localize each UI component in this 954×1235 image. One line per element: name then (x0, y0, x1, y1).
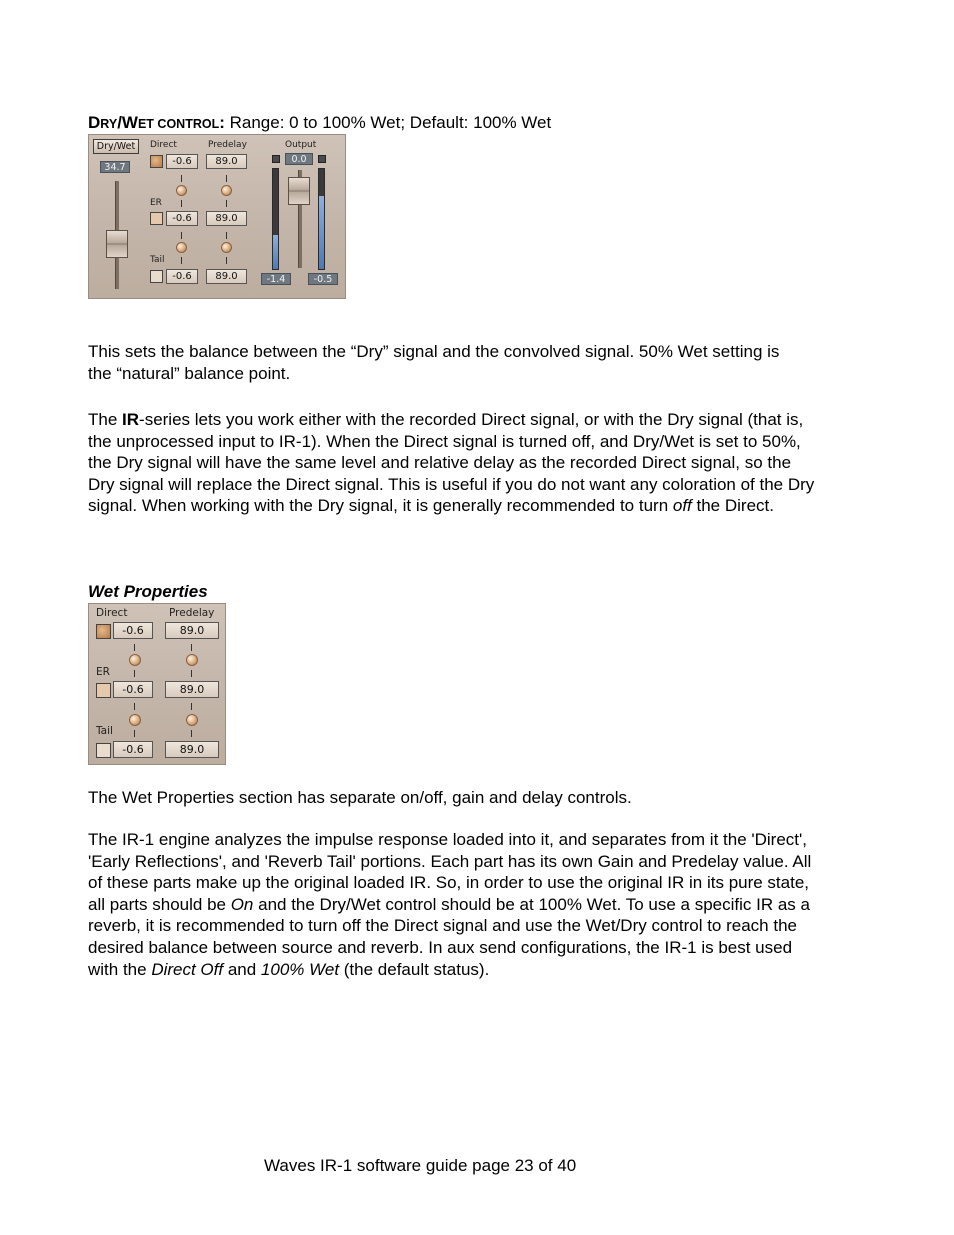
er-predelay-knob[interactable] (186, 714, 198, 726)
text-italic: On (230, 894, 254, 914)
tail-toggle[interactable] (150, 270, 163, 283)
text-run: -series lets you work either with the recorded Direct signal, or with the Dry signal (that is, the unprocessed input to IR-1). When the Direct signal is turned off, and Dry/Wet is set to 50%, the Dry signal will have the same level and relative delay as the recorded Direct signal, so the Dry signal will replace the Direct signal. This is useful if you do not want any coloration of the Dry signal. When working with the Dry signal, it is generally recommended to turn (88, 410, 815, 516)
drywet-fader[interactable] (106, 230, 128, 258)
paragraph-text: This sets the balance between the “Dry” signal and the convolved signal. 50% Wet setting is the “natural” balance point. (88, 342, 780, 383)
paragraph-text (88, 409, 816, 517)
text-italic: 100% Wet (260, 959, 340, 979)
divider-tick (226, 232, 227, 239)
section-heading (88, 112, 551, 135)
er-toggle[interactable] (96, 683, 111, 698)
tail-label: Tail (150, 255, 165, 265)
heading-small: RY (100, 117, 118, 131)
er-gain-field[interactable]: -0.6 (166, 211, 198, 226)
wet-properties-panel (88, 603, 226, 765)
meter-left-value: -1.4 (261, 273, 291, 285)
direct-label: Direct (96, 607, 128, 619)
text-run: The IR-1 engine analyzes the impulse response loaded into it, and separates from it the 'Direct', 'Early Reflections', and 'Reverb Tail' portions. Each part has its own Gain and Predelay value. All of these parts make up the original loaded IR. So, in order to use the original IR in its pure state, all parts should be (88, 830, 812, 914)
direct-predelay-knob[interactable] (221, 185, 232, 196)
divider-tick (134, 670, 135, 677)
text-run: The (88, 410, 123, 429)
clip-indicator-right (318, 155, 326, 163)
text-italic: off (672, 496, 692, 516)
drywet-button[interactable]: Dry/Wet (93, 139, 139, 154)
page-footer: Waves IR-1 software guide page 23 of 40 (264, 1156, 577, 1175)
heading-cap: /W (117, 113, 138, 132)
paragraph-ir-series (88, 409, 816, 517)
er-predelay-knob[interactable] (221, 242, 232, 253)
direct-label: Direct (150, 140, 177, 150)
divider-tick (191, 670, 192, 677)
divider-tick (181, 175, 182, 182)
divider-tick (134, 644, 135, 651)
wet-properties-heading: Wet Properties (88, 582, 208, 601)
direct-gain-knob[interactable] (129, 654, 141, 666)
output-fader[interactable] (288, 177, 310, 205)
clip-indicator-left (272, 155, 280, 163)
er-gain-field[interactable]: -0.6 (113, 681, 153, 698)
er-gain-knob[interactable] (176, 242, 187, 253)
divider-tick (191, 644, 192, 651)
heading-cap: D (88, 113, 101, 132)
tail-gain-field[interactable]: -0.6 (113, 741, 153, 758)
drywet-value: 34.7 (100, 161, 130, 173)
text-italic: Direct Off (151, 959, 224, 979)
tail-toggle[interactable] (96, 743, 111, 758)
divider-tick (226, 175, 227, 182)
er-predelay-field[interactable]: 89.0 (206, 211, 247, 226)
heading-colon: : (219, 113, 225, 132)
text-run: (the default status). (339, 959, 490, 979)
paragraph-text: The Wet Properties section has separate on/off, gain and delay controls. (88, 788, 632, 807)
output-meter-left (272, 168, 279, 270)
tail-predelay-field[interactable]: 89.0 (165, 741, 219, 758)
divider-tick (134, 730, 135, 737)
direct-toggle[interactable] (150, 155, 163, 168)
output-value: 0.0 (285, 153, 313, 165)
text-run: the Direct. (691, 496, 774, 516)
direct-predelay-knob[interactable] (186, 654, 198, 666)
paragraph-wet-properties (88, 787, 828, 809)
predelay-label: Predelay (169, 607, 215, 619)
er-toggle[interactable] (150, 212, 163, 225)
paragraph-balance (88, 341, 788, 384)
direct-predelay-field[interactable]: 89.0 (165, 622, 219, 639)
text-run: and the Dry/Wet control should be at 100% Wet. To use a specific IR as a reverb, it is recommended to turn off the Direct signal and use the Wet/Dry control to reach the desired balance between source and reverb. In aux send configurations, the IR-1 is best used with the (88, 894, 810, 979)
paragraph-engine (88, 829, 820, 980)
direct-gain-knob[interactable] (176, 185, 187, 196)
direct-predelay-field[interactable]: 89.0 (206, 154, 247, 169)
divider-tick (181, 200, 182, 207)
divider-tick (191, 730, 192, 737)
tail-gain-field[interactable]: -0.6 (166, 269, 198, 284)
er-predelay-field[interactable]: 89.0 (165, 681, 219, 698)
divider-tick (226, 257, 227, 264)
divider-tick (191, 703, 192, 710)
tail-predelay-field[interactable]: 89.0 (206, 269, 247, 284)
divider-tick (226, 200, 227, 207)
paragraph-text (88, 829, 820, 980)
er-gain-knob[interactable] (129, 714, 141, 726)
divider-tick (181, 257, 182, 264)
text-bold: IR (122, 410, 140, 429)
direct-gain-field[interactable]: -0.6 (166, 154, 198, 169)
divider-tick (181, 232, 182, 239)
direct-gain-field[interactable]: -0.6 (113, 622, 153, 639)
drywet-plugin-panel (88, 134, 346, 299)
output-meter-right (318, 168, 325, 270)
heading-small: ET CONTROL (137, 117, 220, 131)
divider-tick (134, 703, 135, 710)
er-label: ER (96, 666, 110, 678)
text-run: and (223, 959, 261, 979)
predelay-label: Predelay (208, 140, 247, 150)
meter-right-value: -0.5 (308, 273, 338, 285)
direct-toggle[interactable] (96, 624, 111, 639)
tail-label: Tail (96, 725, 113, 737)
output-label: Output (285, 140, 317, 150)
er-label: ER (150, 198, 162, 208)
heading-range-text: Range: 0 to 100% Wet; Default: 100% Wet (224, 113, 552, 132)
